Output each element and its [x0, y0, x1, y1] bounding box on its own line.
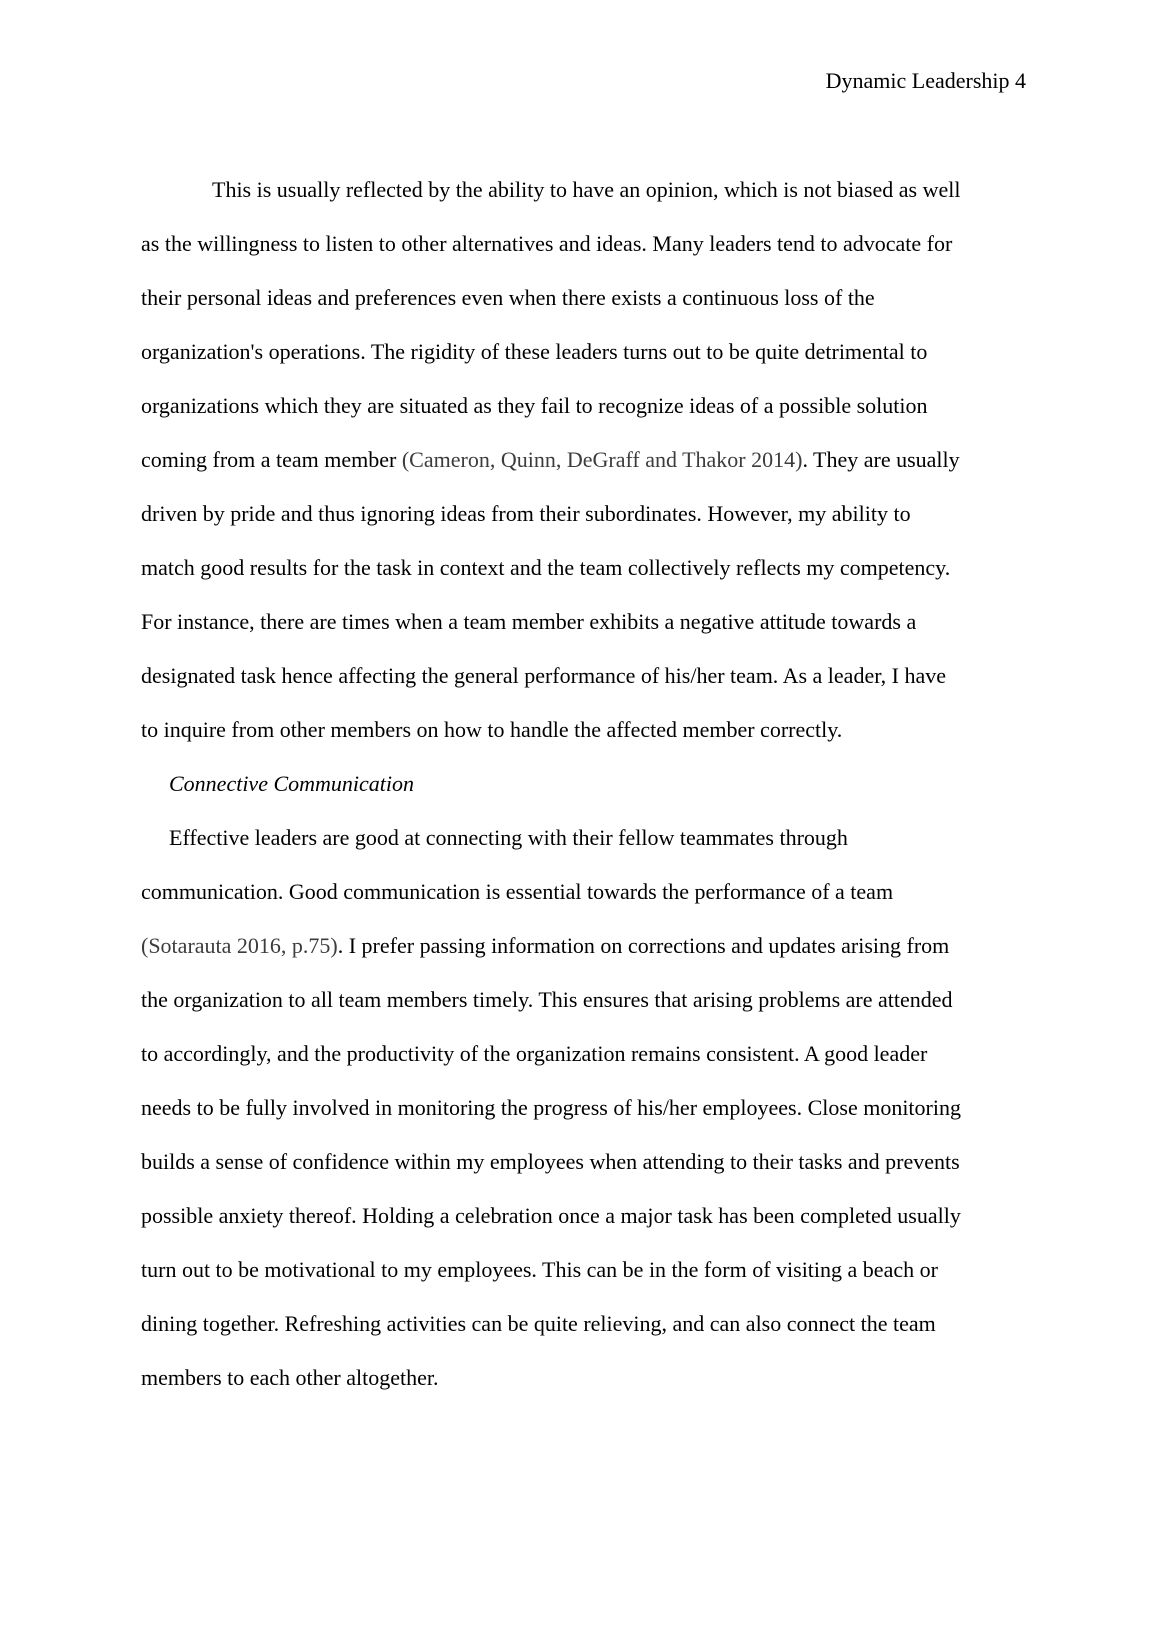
paragraph-2-line: Effective leaders are good at connecting with their fellow teammates through [169, 825, 848, 850]
paragraph-1-line: organization's operations. The rigidity of these leaders turns out to be quite detrimental to [141, 339, 928, 364]
paragraph-1-line: to inquire from other members on how to handle the affected member correctly. [141, 717, 843, 742]
paragraph-1-line: organizations which they are situated as they fail to recognize ideas of a possible solution [141, 393, 928, 418]
paragraph-2-line: builds a sense of confidence within my employees when attending to their tasks and prevents [141, 1149, 960, 1174]
paragraph-2-line [141, 931, 949, 961]
line-text: coming from a team member [141, 447, 402, 472]
paragraph-1-line: as the willingness to listen to other alternatives and ideas. Many leaders tend to advocate for [141, 231, 953, 256]
paragraph-1-line: designated task hence affecting the general performance of his/her team. As a leader, I have [141, 663, 947, 688]
paragraph-1-line: For instance, there are times when a team member exhibits a negative attitude towards a [141, 609, 917, 634]
paragraph-1-line: This is usually reflected by the ability to have an opinion, which is not biased as well [212, 177, 961, 202]
citation: (Sotarauta 2016, p.75) [141, 933, 338, 958]
paragraph-2-line: to accordingly, and the productivity of the organization remains consistent. A good leader [141, 1041, 928, 1066]
paragraph-1-line [141, 445, 960, 475]
paragraph-2-line: the organization to all team members timely. This ensures that arising problems are attended [141, 987, 953, 1012]
paragraph-2-line: members to each other altogether. [141, 1365, 439, 1390]
paragraph-1-line: match good results for the task in context and the team collectively reflects my competency. [141, 555, 951, 580]
line-text: . I prefer passing information on corrections and updates arising from [337, 933, 950, 958]
paragraph-1-line: their personal ideas and preferences even when there exists a continuous loss of the [141, 285, 875, 310]
line-text: . They are usually [802, 447, 960, 472]
running-head: Dynamic Leadership 4 [825, 68, 1026, 93]
paragraph-2-line: turn out to be motivational to my employees. This can be in the form of visiting a beach or [141, 1257, 938, 1282]
paragraph-2-line: needs to be fully involved in monitoring the progress of his/her employees. Close monitoring [141, 1095, 961, 1120]
section-heading: Connective Communication [169, 771, 415, 796]
paragraph-2-line: dining together. Refreshing activities can be quite relieving, and can also connect the team [141, 1311, 936, 1336]
paragraph-2-line: possible anxiety thereof. Holding a celebration once a major task has been completed usually [141, 1203, 961, 1228]
paragraph-2-line: communication. Good communication is essential towards the performance of a team [141, 879, 894, 904]
citation: (Cameron, Quinn, DeGraff and Thakor 2014) [401, 447, 803, 472]
paragraph-1-line: driven by pride and thus ignoring ideas from their subordinates. However, my ability to [141, 501, 911, 526]
